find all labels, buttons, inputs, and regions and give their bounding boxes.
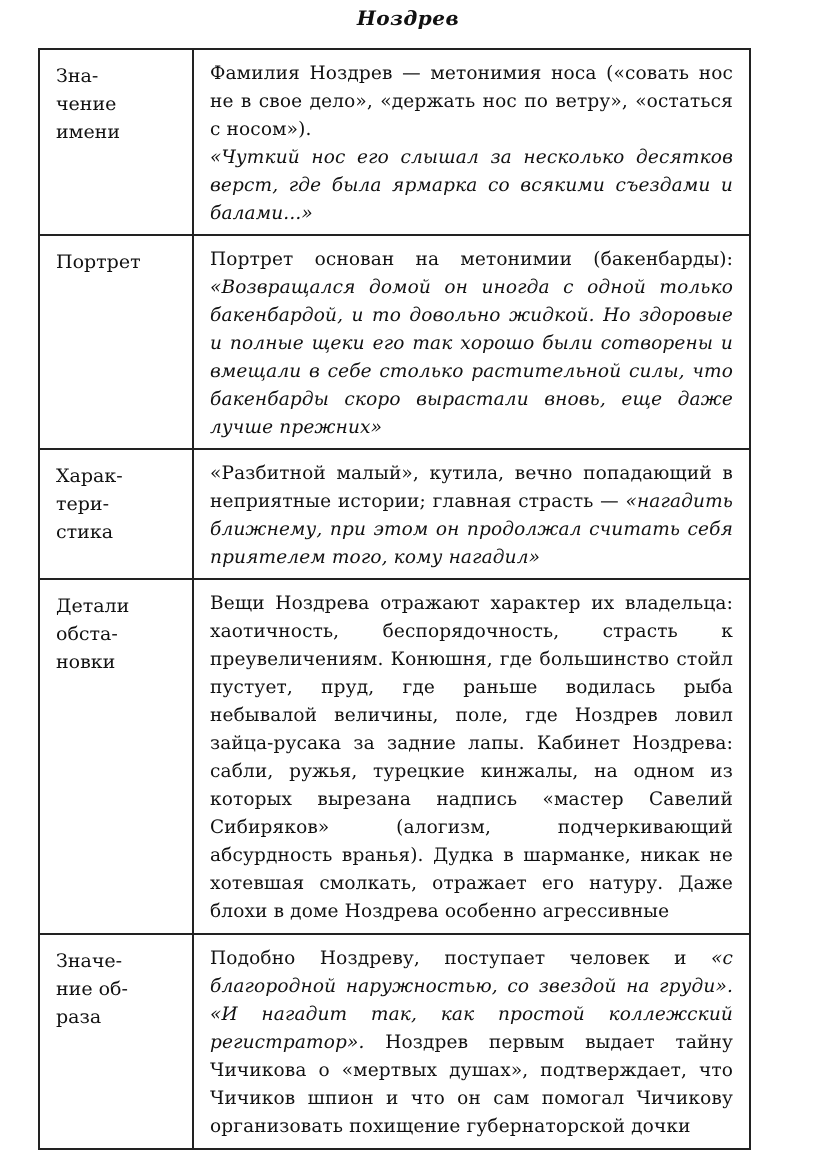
character-table <box>38 48 751 1150</box>
row-content <box>193 449 750 579</box>
row-label: Значе- ние об- раза <box>39 934 193 1149</box>
row-label: Детали обста- новки <box>39 579 193 934</box>
content-quote: «Возвращался домой он иногда с одной только бакенбардой, и то довольно жидкой. Но здоровые и полные щеки его так хорошо были сотворены и вмещали в себе столько растительной силы, что бакенбарды скоро вырастали вновь, еще даже лучше прежних» <box>210 277 733 438</box>
table-row-image-meaning <box>39 934 750 1149</box>
content-quote: «с благородной наружностью, со звездой на груди». <box>210 948 733 997</box>
content-text: Портрет основан на метонимии (бакенбарды): <box>210 249 733 270</box>
row-content <box>193 235 750 449</box>
table-row-name-meaning <box>39 49 750 235</box>
content-text: Подобно Ноздреву, поступает человек и <box>210 948 687 969</box>
row-label: Харак- тери- стика <box>39 449 193 579</box>
page-title: Ноздрев <box>356 6 460 30</box>
table-row-characteristic <box>39 449 750 579</box>
content-text: «Разбитной малый», кутила, вечно попадающий в неприятные истории; главная страсть — <box>210 463 733 512</box>
row-label: Портрет <box>39 235 193 449</box>
table-row-portrait <box>39 235 750 449</box>
row-content <box>193 49 750 235</box>
row-content <box>193 579 750 934</box>
content-quote: «И нагадит так, как простой коллежский регистратор». <box>210 1004 733 1053</box>
row-label: Зна- чение имени <box>39 49 193 235</box>
content-text: Вещи Ноздрева отражают характер их владельца: хаотичность, беспорядочность, страсть к преувеличениям. Конюшня, где большинство стойл пустует, пруд, где раньше водилась рыба небывалой величины, поле, где Ноздрев ловил зайца-русака за задние лапы. Кабинет Ноздрева: сабли, ружья, турецкие кинжалы, на одном из которых вырезана надпись «мастер Савелий Сибиряков» (алогизм, подчеркивающий абсурдность вранья). Дудка в шарманке, никак не хотевшая смолкать, отражает его натуру. Даже блохи в доме Ноздрева особенно агрессивные <box>210 593 733 922</box>
row-content <box>193 934 750 1149</box>
content-text: Фамилия Ноздрев — метонимия носа («совать нос не в свое дело», «держать нос по ветру», «остаться с носом»). <box>210 63 733 140</box>
table-row-setting-details <box>39 579 750 934</box>
content-text: Ноздрев первым выдает тайну Чичикова о «мертвых душах», подтверждает, что Чичиков шпион и что он сам помогал Чичикову организовать похищение губернаторской дочки <box>210 1032 734 1137</box>
content-quote: «нагадить ближнему, при этом он продолжал считать себя приятелем того, кому нагадил» <box>210 491 734 568</box>
content-quote: «Чуткий нос его слышал за несколько десятков верст, где была ярмарка со всякими съездами и балами...» <box>210 147 733 224</box>
